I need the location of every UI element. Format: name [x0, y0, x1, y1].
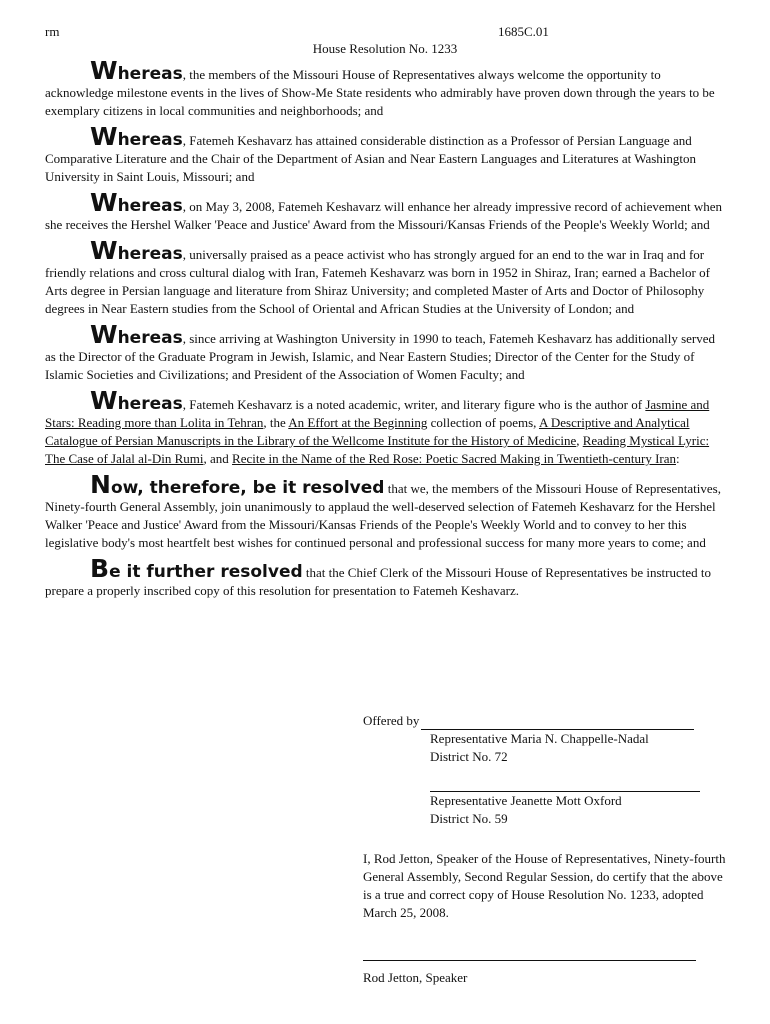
whereas-paragraph-2	[45, 122, 725, 186]
paragraph-text: , on May 3, 2008, Fatemeh Keshavarz will enhance her already impressive record of achievement when she receives the Hershel Walker 'Peace and Justice' Award from the Missouri/Kansas Friends of the People's Weekly World; and	[45, 199, 723, 232]
lead-word: hereas	[117, 196, 183, 216]
resolved-paragraph	[45, 470, 725, 552]
offered-by-row	[363, 712, 743, 730]
speaker-certification: I, Rod Jetton, Speaker of the House of Representatives, Ninety-fourth General Assembly, Second Regular Session, do certify that the above is a true and correct copy of House Resolution No. 1233, adopted March 25, 2008.	[363, 851, 726, 920]
resolution-body	[45, 56, 725, 608]
paragraph-text: that we, the members of the Missouri House of Representatives, Ninety-fourth General Assembly, join unanimously to applaud the well-deserved selection of Fatemeh Keshavarz for the Hershel Walker 'Peace and Justice' Award from the Missouri/Kansas Friends of the People's Weekly World and to convey to her this legislative body's most heartfelt best wishes for continued personal and professional success for many more years to come; and	[45, 481, 721, 550]
further-resolved-paragraph	[45, 554, 725, 600]
paragraph-text: , Fatemeh Keshavarz is a noted academic, writer, and literary figure who is the author of	[182, 397, 646, 412]
work-title-jasmine-and-stars: Jasmine and Stars: Reading more than Lolita in Tehran	[45, 397, 710, 430]
separator-text: ,	[576, 433, 583, 448]
resolution-title: House Resolution No. 1233	[312, 41, 458, 56]
lead-initial: N	[90, 470, 111, 499]
lead-word: ow, therefore, be it resolved	[110, 478, 385, 498]
signature-line-1	[421, 715, 694, 730]
separator-text: :	[676, 451, 680, 466]
lead-initial: W	[90, 56, 118, 85]
lead-word: hereas	[117, 394, 183, 414]
document-code-left: rm	[45, 24, 60, 39]
work-title-catalogue: A Descriptive and Analytical Catalogue of Persian Manuscripts in the Library of the Wellcome Institute for the History of Medicine	[45, 415, 690, 448]
speaker-signature-line	[363, 960, 696, 961]
rep1-name: Representative Maria N. Chappelle-Nadal	[430, 731, 649, 746]
lead-word: hereas	[117, 130, 183, 150]
lead-initial: W	[90, 188, 118, 217]
whereas-paragraph-works	[45, 386, 725, 468]
separator-text: collection of poems,	[427, 415, 539, 430]
lead-word: e it further resolved	[109, 562, 303, 582]
rep2-name: Representative Jeanette Mott Oxford	[430, 793, 622, 808]
whereas-paragraph-3	[45, 188, 725, 234]
lead-initial: B	[90, 554, 110, 583]
whereas-paragraph-4	[45, 236, 725, 318]
speaker-name: Rod Jetton, Speaker	[363, 970, 468, 985]
lead-initial: W	[90, 236, 118, 265]
lead-word: hereas	[117, 64, 183, 84]
rep2-district: District No. 59	[430, 811, 508, 826]
work-title-recite: Recite in the Name of the Red Rose: Poetic Sacred Making in Twentieth-century Iran	[232, 451, 676, 466]
paragraph-text: , the members of the Missouri House of Representatives always welcome the opportunity to acknowledge milestone events in the lives of Show-Me State residents who admirably have proven down through the years to be exemplary citizens in local communities and neighborhoods; and	[45, 67, 715, 118]
lead-initial: W	[90, 122, 118, 151]
signature-line-2	[430, 784, 700, 792]
separator-text: , the	[263, 415, 289, 430]
lead-initial: W	[90, 320, 118, 349]
offered-by-label: Offered by	[363, 713, 420, 728]
lead-initial: W	[90, 386, 118, 415]
document-code-right: 1685C.01	[498, 24, 549, 39]
paragraph-text: , Fatemeh Keshavarz has attained considerable distinction as a Professor of Persian Language and Comparative Literature and the Chair of the Department of Asian and Near Eastern Languages and Literatures at Washington University in Saint Louis, Missouri; and	[45, 133, 697, 184]
paragraph-text: , since arriving at Washington University in 1990 to teach, Fatemeh Keshavarz has additionally served as the Director of the Graduate Program in Jewish, Islamic, and Near Eastern Studies; Director of the Center for the Study of Islamic Societies and Civilizations; and President of the Association of Women Faculty; and	[45, 331, 716, 382]
lead-word: hereas	[117, 328, 183, 348]
work-title-an-effort: An Effort at the Beginning	[288, 415, 428, 430]
whereas-paragraph-5	[45, 320, 725, 384]
work-title-mystical-lyric: Reading Mystical Lyric: The Case of Jalal al-Din Rumi	[45, 433, 710, 466]
signature-block	[363, 712, 743, 922]
paragraph-text: that the Chief Clerk of the Missouri House of Representatives be instructed to prepare a properly inscribed copy of this resolution for presentation to Fatemeh Keshavarz.	[45, 565, 711, 598]
paragraph-text: , universally praised as a peace activist who has strongly argued for an end to the war in Iraq and for friendly relations and cross cultural dialog with Iran, Fatemeh Keshavarz was born in 1952 in Shiraz, Iran; earned a Bachelor of Arts degree in Persian language and literature from Shiraz University; and completed Master of Arts and Doctor of Philosophy degrees in Near Eastern studies from the School of Oriental and African Studies at the University of London; and	[45, 247, 710, 316]
separator-text: , and	[203, 451, 233, 466]
rep1-district: District No. 72	[430, 749, 508, 764]
lead-word: hereas	[117, 244, 183, 264]
whereas-paragraph-1	[45, 56, 725, 120]
